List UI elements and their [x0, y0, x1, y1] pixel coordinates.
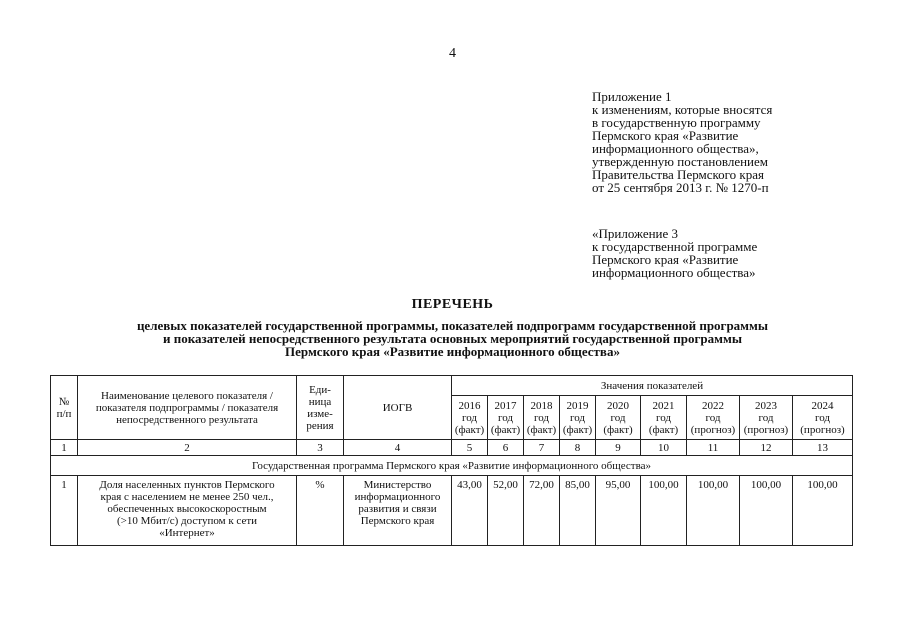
header-year-2019 — [560, 396, 596, 440]
header-iogv: ИОГВ — [344, 376, 452, 440]
year-label: 2021 — [652, 399, 675, 412]
iogv-line: Министерство — [363, 479, 432, 491]
header-year-2018 — [524, 396, 560, 440]
row-number: 1 — [51, 476, 78, 546]
value-2020: 95,00 — [596, 476, 641, 546]
header-year-2022 — [687, 396, 740, 440]
column-number: 2 — [78, 440, 297, 456]
year-label: (факт) — [603, 423, 633, 436]
year-label: год — [705, 411, 721, 424]
year-label: год — [569, 411, 586, 424]
year-label: 2023 — [755, 399, 777, 412]
year-label: 2019 — [566, 399, 589, 412]
iogv-line: развития и связи — [358, 503, 437, 515]
year-label: год — [461, 411, 478, 424]
year-label: 2017 — [494, 399, 517, 412]
value-2021: 100,00 — [641, 476, 687, 546]
document-subtitle — [0, 319, 905, 358]
indicators-table — [50, 375, 853, 546]
year-label: (факт) — [490, 423, 521, 436]
year-label: (прогноз) — [743, 423, 789, 436]
header-values: Значения показателей — [452, 376, 853, 396]
appendix-line: информационного общества» — [592, 265, 756, 280]
unit-cell: % — [297, 476, 344, 546]
header-unit — [297, 376, 344, 440]
section-title: Государственная программа Пермского края «Развитие информационного общества» — [51, 456, 853, 476]
appendix-line: Правительства Пермского края — [592, 167, 764, 182]
year-label: год — [814, 411, 831, 424]
year-label: 2018 — [530, 399, 553, 412]
column-number: 10 — [641, 440, 687, 456]
year-label: (прогноз) — [690, 423, 736, 436]
column-number-row — [51, 440, 853, 456]
year-label: (факт) — [454, 423, 485, 436]
header-no — [51, 376, 78, 440]
indicator-name-line: обеспеченных высокоскоростным — [107, 503, 267, 515]
appendix-line: в государственную программу — [592, 115, 761, 130]
year-label: год — [655, 411, 672, 424]
year-label: (прогноз) — [800, 423, 845, 436]
appendix-line: от 25 сентября 2013 г. № 1270-п — [592, 180, 769, 195]
header-year-2016 — [452, 396, 488, 440]
header-text: № — [58, 395, 70, 408]
header-year-2020 — [596, 396, 641, 440]
appendix-line: Пермского края «Развитие — [592, 128, 739, 143]
header-text: Наименование целевого показателя / — [101, 389, 273, 402]
year-label: (факт) — [648, 423, 679, 436]
appendix-line: Пермского края «Развитие — [592, 252, 739, 267]
appendix-line: информационного общества», — [592, 141, 759, 156]
column-number: 5 — [452, 440, 488, 456]
appendix-line: к изменениям, которые вносятся — [592, 102, 773, 117]
value-2018: 72,00 — [524, 476, 560, 546]
appendix-1-note — [592, 90, 892, 194]
column-number: 8 — [560, 440, 596, 456]
header-text: рения — [306, 419, 334, 432]
header-text: непосредственного результата — [116, 413, 258, 426]
value-2024: 100,00 — [793, 476, 853, 546]
value-2016: 43,00 — [452, 476, 488, 546]
appendix-line: «Приложение 3 — [592, 226, 679, 241]
year-label: (факт) — [526, 423, 557, 436]
year-label: 2022 — [702, 399, 724, 412]
column-number: 9 — [596, 440, 641, 456]
header-name — [78, 376, 297, 440]
header-text: Еди- — [309, 383, 331, 396]
column-number: 11 — [687, 440, 740, 456]
section-row — [51, 456, 853, 476]
iogv-line: Пермского края — [360, 515, 435, 527]
year-label: (факт) — [562, 423, 593, 436]
table-row — [51, 476, 853, 546]
value-2017: 52,00 — [488, 476, 524, 546]
year-label: год — [610, 411, 626, 424]
indicator-name-line: «Интернет» — [159, 527, 215, 539]
column-number: 6 — [488, 440, 524, 456]
page-number: 4 — [449, 46, 456, 61]
column-number: 3 — [297, 440, 344, 456]
iogv-cell — [344, 476, 452, 546]
value-2023: 100,00 — [740, 476, 793, 546]
subtitle-line: Пермского края «Развитие информационного общества» — [285, 344, 620, 359]
appendix-3-note — [592, 227, 892, 279]
column-number: 1 — [51, 440, 78, 456]
appendix-line: утвержденную постановлением — [592, 154, 769, 169]
subtitle-line: и показателей непосредственного результата основных мероприятий государственной программы — [163, 331, 742, 346]
subtitle-line: целевых показателей государственной программы, показателей подпрограмм государственной программы — [136, 318, 769, 333]
appendix-line: к государственной программе — [592, 239, 758, 254]
year-label: 2024 — [811, 399, 834, 412]
indicator-name-line: (>10 Мбит/с) доступом к сети — [116, 515, 258, 527]
iogv-line: информационного — [354, 491, 441, 503]
year-label: год — [758, 411, 774, 424]
indicator-name-line: края с населением не менее 250 чел., — [100, 491, 274, 503]
column-number: 7 — [524, 440, 560, 456]
header-text: показателя подпрограммы / показателя — [95, 401, 279, 414]
header-year-2023 — [740, 396, 793, 440]
header-text: изме- — [307, 407, 333, 420]
year-label: год — [533, 411, 550, 424]
indicator-name — [78, 476, 297, 546]
value-2022: 100,00 — [687, 476, 740, 546]
header-year-2017 — [488, 396, 524, 440]
year-label: 2020 — [607, 399, 629, 412]
column-number: 4 — [344, 440, 452, 456]
document-title: ПЕРЕЧЕНЬ — [411, 297, 494, 312]
header-text: ница — [308, 395, 332, 408]
header-text: п/п — [56, 407, 72, 420]
indicator-name-line: Доля населенных пунктов Пермского — [99, 479, 275, 491]
column-number: 13 — [793, 440, 853, 456]
year-label: год — [497, 411, 514, 424]
value-2019: 85,00 — [560, 476, 596, 546]
appendix-line: Приложение 1 — [592, 89, 672, 104]
header-year-2021 — [641, 396, 687, 440]
year-label: 2016 — [458, 399, 481, 412]
header-year-2024 — [793, 396, 853, 440]
column-number: 12 — [740, 440, 793, 456]
